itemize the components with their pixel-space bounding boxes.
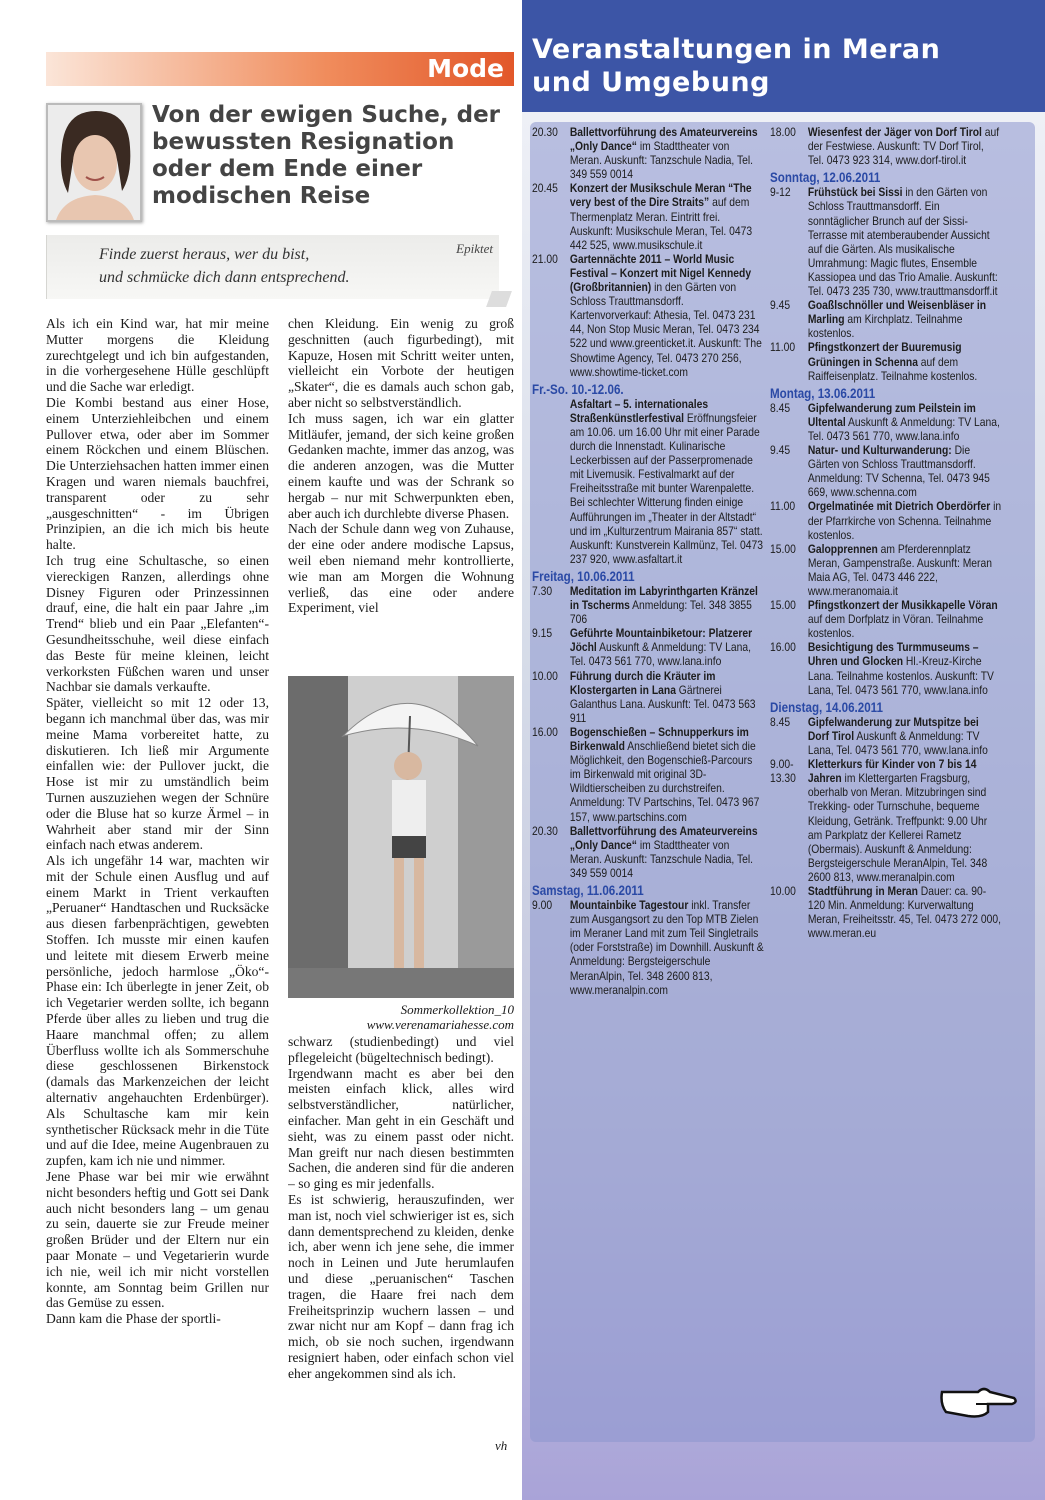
event-name: Gartennächte 2011 – World Music Festival – Konzert mit Nigel Kennedy (Großbritannien) [569, 251, 752, 295]
event-time: 9.45 [770, 443, 791, 458]
event-name: Goaßlschnöller und Weisenbläser in Marling [807, 298, 987, 327]
event-description: in der Pfarrkirche von Schenna. Teilnahme kostenlos. [807, 499, 1002, 542]
event-entry [532, 898, 764, 997]
event-entry [532, 584, 764, 626]
event-time: 9-12 [770, 185, 791, 200]
event-name: Bogenschießen – Schnupperkurs im Birkenwald [569, 724, 749, 754]
event-time: 15.00 [770, 598, 796, 613]
event-entry [770, 125, 1002, 167]
event-day-heading: Fr.-So. 10.-12.06. [532, 381, 624, 397]
quote-line-1: Finde zuerst heraus, wer du bist, [99, 246, 310, 263]
paragraph: chen Kleidung. Ein wenig zu groß geschnitten (auch figurbedingt), mit Kapuze, Hosen mit Schritt weiter unten, vielleicht ein Vorbote der heutigen „Skater“, die es damals auch schon gab, aber nicht so selbstverständlich. [288, 316, 514, 410]
author-signature: vh [495, 1438, 508, 1453]
events-title [532, 33, 940, 99]
event-description: Hl.-Kreuz-Kirche Lana. Teilnahme kostenlos. Auskunft: TV Lana, Tel. 0473 561 770, www.lana.info [807, 654, 994, 697]
quote-box [46, 235, 499, 299]
paragraph: Als ich ungefähr 14 war, machten wir mit der Schule einen Ausflug und auf einem Markt in Trient verkauften „Peruaner“ Handtaschen und Rucksäcke aus diesen farbenprächtigen, gewebten Stoffen. Ich musste mir einen kaufen und leitete mit diesem Erwerb meine persönliche, jedoch harmlose „Öko“-Phase ein: Ich überlegte in jener Zeit, ob ich Vegetarier werden sollte, ich begann Pferde über alles zu lieben und trug die Haare manchmal offen; zu allem Überfluss wollte ich als Sommerschuhe diese geschlossenen Birkenstock (damals das Markenzeichen der leicht alternativ angehauchten Erdenbürger). Als Schultasche kam mir kein synthetischer Rücksack mehr in die Tüte und auf die Idee, meine Augenbrauen zu zupfen, kam ich nie und nimmer. [46, 853, 269, 1169]
event-name: Mountainbike Tagestour [569, 898, 689, 913]
event-description: Auskunft & Anmeldung: TV Lana, Tel. 0473 561 770, www.lana.info [807, 728, 988, 758]
section-label: Mode [427, 54, 504, 83]
article-column-2-bottom [288, 1034, 514, 1446]
event-time: 18.00 [770, 125, 796, 139]
event-name: Führung durch die Kräuter im Klostergarten in Lana [569, 668, 716, 697]
events-title-line-2: und Umgebung [532, 67, 770, 98]
article-column-2-top [288, 316, 514, 670]
event-entry [532, 626, 764, 668]
event-description: auf der Festwiese. Auskunft: TV Dorf Tirol, Tel. 0473 923 314, www.dorf-tirol.it [807, 125, 1000, 168]
quote-line-2: und schmücke dich dann entsprechend. [99, 269, 350, 286]
event-entry [770, 499, 1002, 541]
event-entry [770, 598, 1002, 640]
event-time: 9.00-13.30 [770, 757, 796, 786]
event-description: auf dem Dorfplatz in Vöran. Teilnahme kostenlos. [807, 612, 984, 641]
event-entry [770, 185, 1002, 298]
event-time: 20.30 [532, 125, 558, 139]
event-entry [770, 298, 1002, 340]
event-description: Dauer: ca. 90-120 Min. Anmeldung: Kurverwaltung Meran, Freiheitsstr. 45, Tel. 0473 272 000, www.meran.eu [807, 883, 1001, 941]
event-description: im Stadttheater von Meran. Auskunft: Tanzschule Nadia, Tel. 349 559 0014 [569, 837, 754, 880]
article-headline: Von der ewigen Suche, der bewussten Resignation oder dem Ende einer modischen Reise [152, 102, 501, 209]
paragraph: Irgendwann macht es aber bei den meisten einfach klick, alles wird selbstverständlicher, natürlicher, einfacher. Man geht in ein Geschäft und sieht, was zu einem passt oder nicht. Man greift nur nach diesen bestimmten Sachen, die anderen sind für die anderen – so ging es mir jedenfalls. [288, 1065, 514, 1192]
event-description: Anschließend bietet sich die Möglichkeit, den Bogenschieß-Parcours im Birkenwald mit original 3D-Wildtierscheiben zu durchstreifen. Anmeldung: TV Partschins, Tel. 0473 967 157, www.partschins.com [569, 739, 760, 824]
event-time: 8.45 [770, 714, 791, 729]
event-description: Anmeldung: Tel. 348 3855 706 [569, 598, 752, 627]
event-time: 11.00 [770, 499, 796, 514]
caption-line-1: Sommerkollektion_10 [400, 1002, 514, 1017]
event-day-heading: Freitag, 10.06.2011 [532, 568, 635, 584]
event-time: 16.00 [532, 724, 558, 739]
article-column-1 [46, 316, 269, 1456]
event-description: Auskunft & Anmeldung: TV Lana, Tel. 0473 561 770, www.lana.info [569, 640, 751, 669]
event-name: Meditation im Labyrinthgarten Kränzel in Tscherms [569, 584, 758, 613]
event-entry [770, 401, 1002, 443]
paragraph: Später, vielleicht so mit 12 oder 13, begann ich manchmal über das, was mir meine Mama vorbereitet hatte, zu diskutieren. Ich ließ mir Argumente einfallen wie: der Pullover juckt, die Hose ist mir zu umständlich beim Turnen auszuziehen wegen der Schnüre oder die Bluse hat so kurze Ärmel – in Wahrheit aber stand mir der Sinn einfach nach etwas anderem. [46, 695, 269, 853]
event-name: Kletterkurs für Kinder von 7 bis 14 Jahren [807, 757, 977, 786]
event-time: 7.30 [532, 584, 553, 598]
event-time: 15.00 [770, 541, 796, 556]
events-column-left [532, 125, 764, 997]
caption-line-2: www.verenamariahesse.com [366, 1017, 514, 1032]
event-name: Pfingstkonzert der Buuremusig Grüningen in Schenna [807, 340, 962, 369]
events-header [522, 0, 1045, 112]
event-description: inkl. Transfer zum Ausgangsort zu den Top MTB Zielen im Meraner Land mit zum Teil Singletrails (oder Forststraße) im Downhill. Auskunft & Anmeldung: Bergsteigerschule MeranAlpin, Tel. 348 2600 813, www.meranalpin.com [569, 898, 764, 997]
event-name: Stadtführung in Meran [807, 883, 918, 898]
quote-text [99, 243, 349, 289]
paragraph: Es ist schwierig, herauszufinden, wer man ist, noch viel schwieriger ist es, sich dann dementsprechend zu kleiden, denke ich, aber wenn ich jene sehe, die immer noch in Leinen und Jute herumlaufen und diese „peruanischen“ Taschen tragen, die Haare frei nach dem Freiheitsprinzip wuchern lassen – und zwar nicht nur am Kopf – dann frag ich mich, ob sie noch suchen, irgendwann resigniert haben, oder einfach schon viel eher angekommen sind als ich. [288, 1191, 514, 1381]
event-description: im Klettergarten Fragsburg, oberhalb von Meran. Mitzubringen sind Trekking- oder Turnschuhe, bequeme Kleidung, Getränk. Treffpunkt: 9.00 Uhr am Parkplatz der Kellerei Rametz (Obermais). Auskunft & Anmeldung: Bergsteigerschule MeranAlpin, Tel. 348 2600 813, www.meranalpin.com [807, 771, 988, 884]
event-name: Pfingstkonzert der Musikkapelle Vöran [807, 598, 998, 613]
event-name: Konzert der Musikschule Meran “The very best of the Dire Straits” [569, 181, 752, 210]
event-name: Ballettvorführung des Amateurvereins „Only Dance“ [569, 823, 758, 852]
author-portrait [46, 103, 142, 222]
event-time: 11.00 [770, 340, 796, 355]
event-time [532, 397, 570, 566]
event-description: Auskunft & Anmeldung: TV Lana, Tel. 0473 561 770, www.lana.info [807, 414, 1000, 443]
event-time: 20.30 [532, 823, 558, 838]
event-day-heading: Dienstag, 14.06.2011 [770, 699, 883, 715]
event-name: Asfaltart – 5. internationales Straßenkünstlerfestival [569, 396, 709, 425]
paragraph: Dann kam die Phase der sportli- [46, 1311, 221, 1327]
event-entry [770, 542, 1002, 598]
event-time: 16.00 [770, 640, 796, 655]
page-curl [486, 291, 512, 307]
paragraph: Als ich ein Kind war, hat mir meine Mutter morgens die Kleidung zurechtgelegt und ich bin aufgestanden, in die vorhergesehene Hülle geschlüpft und die Sache war erledigt. [46, 316, 269, 395]
event-name: Gipfelwanderung zur Mutspitze bei Dorf Tirol [807, 714, 979, 743]
event-description: am Pferderennplatz Meran, Gampenstraße. Auskunft: Meran Maia AG, Tel. 0473 446 222, www.meranomaia.it [807, 541, 992, 598]
event-time: 8.45 [770, 400, 791, 415]
event-time: 10.00 [532, 668, 558, 683]
event-day-heading: Montag, 13.06.2011 [770, 385, 876, 401]
event-entry [532, 252, 764, 379]
event-entry [532, 397, 764, 566]
event-description: am Kirchplatz. Teilnahme kostenlos. [807, 312, 963, 341]
event-name: Natur- und Kulturwanderung: [807, 443, 952, 458]
event-entry [770, 715, 1002, 757]
paragraph: Ich trug eine Schultasche, so einen viereckigen Ranzen, allerdings ohne Disney Figuren oder Prinzessinnen drauf, eine, die halt ein paar Jahre „im Trend“ blieb und ein Paar „Elefanten“-Gesundheitsschuhe, weil diese einfach das Beste für meine kleinen, leicht verkorksten Füßchen waren und unser Nachbar sie damals verkaufte. [46, 552, 269, 695]
event-name: Gipfelwanderung zum Peilstein im Ultental [807, 400, 976, 429]
paragraph: Nach der Schule dann weg von Zuhause, der eine oder andere modische Lapsus, weil eben niemand mehr kontrollierte, wie man am Morgen die Wohnung verließ, das eine oder andere Experiment, viel [288, 521, 514, 616]
paragraph: Jene Phase war bei mir wie erwähnt nicht besonders heftig und Gott sei Dank auch nicht besonders lang – um genau zu sein, dauerte sie zur Freude meiner großen Brüder und der Eltern nur ein paar Monate – und Vegetarierin wurde ich nie, weil ich mir nicht vorstellen konnte, am Sonntag beim Grillen nur das Gemüse zu essen. [46, 1169, 269, 1311]
paragraph: schwarz (studienbedingt) und viel pflegeleicht (bügeltechnisch bedingt). [288, 1034, 514, 1065]
event-time: 9.00 [532, 898, 553, 913]
event-entry [770, 757, 1002, 884]
event-time: 9.45 [770, 298, 791, 313]
event-day-heading: Samstag, 11.06.2011 [532, 882, 644, 898]
event-entry [770, 884, 1002, 940]
paragraph: Ich muss sagen, ich war ein glatter Mitläufer, jemand, der sich keine großen Gedanken machte, immer das anzog, was die anderen anzogen, was die Mutter einem kaufte und was der Schrank so hergab – nur mit Schwerpunkten eben, aber auch ich durchlebte diverse Phasen. [288, 410, 514, 521]
pointing-hand-icon [938, 1382, 1018, 1422]
event-entry [532, 725, 764, 824]
event-entry [532, 669, 764, 725]
event-description: in den Gärten von Schloss Trauttmansdorff. Ein sonntäglicher Brunch auf der Sissi-Terrasse mit atemberaubender Aussicht auf die Gärten. Als musikalische Umrahmung: Magic flutes, Ensemble Kassiopea und das Trio Amalie. Auskunft: Tel. 0473 235 730, www.trauttmansdorff.it [807, 185, 998, 299]
event-name: Geführte Mountainbiketour: Platzerer Jöchl [569, 626, 753, 655]
event-name: Frühstück bei Sissi [807, 185, 903, 200]
event-entry [770, 443, 1002, 499]
event-description: auf dem Thermenplatz Meran. Eintritt frei. Auskunft: Musikschule Meran, Tel. 0473 442 525, www.musikschule.it [569, 195, 753, 252]
event-entry [532, 125, 764, 181]
paragraph: Die Kombi bestand aus einer Hose, einem Unterziehleibchen und einem Pullover etwa, oder aber im Sommer einem Röckchen und einem Blüschen. Die Unterziehsachen hatten immer einen Kragen und waren niemals bauchfrei, transparent oder zu sehr „ausgeschnitten“ - im Übrigen Prinzipien, an die ich mich bis heute halte. [46, 394, 269, 553]
event-name: Besichtigung des Turmmuseums – Uhren und Glocken [807, 640, 979, 669]
event-entry [770, 640, 1002, 696]
fashion-photo [288, 676, 514, 998]
event-description: auf dem Raiffeisenplatz. Teilnahme kostenlos. [807, 354, 978, 383]
event-description: Die Gärten von Schloss Trauttmansdorff. Anmeldung: TV Schenna, Tel. 0473 945 669, www.schenna.com [807, 443, 990, 500]
events-title-line-1: Veranstaltungen in Meran [532, 34, 941, 65]
event-description: Gärtnerei Galanthus Lana. Auskunft: Tel. 0473 563 911 [569, 682, 756, 725]
event-name: Orgelmatinée mit Dietrich Oberdörfer [807, 499, 991, 514]
event-name: Ballettvorführung des Amateurvereins „Only Dance“ [569, 125, 758, 154]
event-day-heading: Sonntag, 12.06.2011 [770, 170, 881, 186]
event-entry [532, 824, 764, 880]
event-time: 9.15 [532, 626, 553, 641]
event-time: 10.00 [770, 883, 796, 898]
photo-caption [288, 1002, 514, 1032]
event-time: 20.45 [532, 181, 558, 196]
event-description: im Stadttheater von Meran. Auskunft: Tanzschule Nadia, Tel. 349 559 0014 [569, 139, 754, 182]
events-column-right [770, 125, 1002, 940]
quote-author: Epiktet [456, 241, 493, 256]
event-description: Eröffnungsfeier am 10.06. um 16.00 Uhr mit einer Parade durch die Innenstadt. Kulinarische Leckerbissen auf der Passerpromenade mit Livemusik. Festivalmarkt auf der Freiheitsstraße mit bunter Warenpalette. Bei schlechter Witterung finden einige Aufführungen im „Theater in der Altstadt“ und im „Kulturzentrum Mairania 857“ statt. Auskunft: Kunstverein Kallmünz, Tel. 0473 237 920, www.asfaltart.it [569, 410, 763, 566]
event-name: Wiesenfest der Jäger von Dorf Tirol [807, 125, 982, 139]
section-banner [46, 52, 514, 86]
event-description: in den Gärten von Schloss Trauttmansdorff. Kartenvorverkauf: Athesia, Tel. 0473 231 44, Non Stop Music Meran, Tel. 0473 234 522 und www.greenticket.it. Auskunft: The Showtime Agency, Tel. 0473 270 256, www.showtime-ticket.com [569, 280, 762, 379]
event-entry [770, 340, 1002, 382]
event-name: Galopprennen [807, 541, 878, 556]
event-time: 21.00 [532, 251, 558, 266]
event-entry [532, 181, 764, 251]
